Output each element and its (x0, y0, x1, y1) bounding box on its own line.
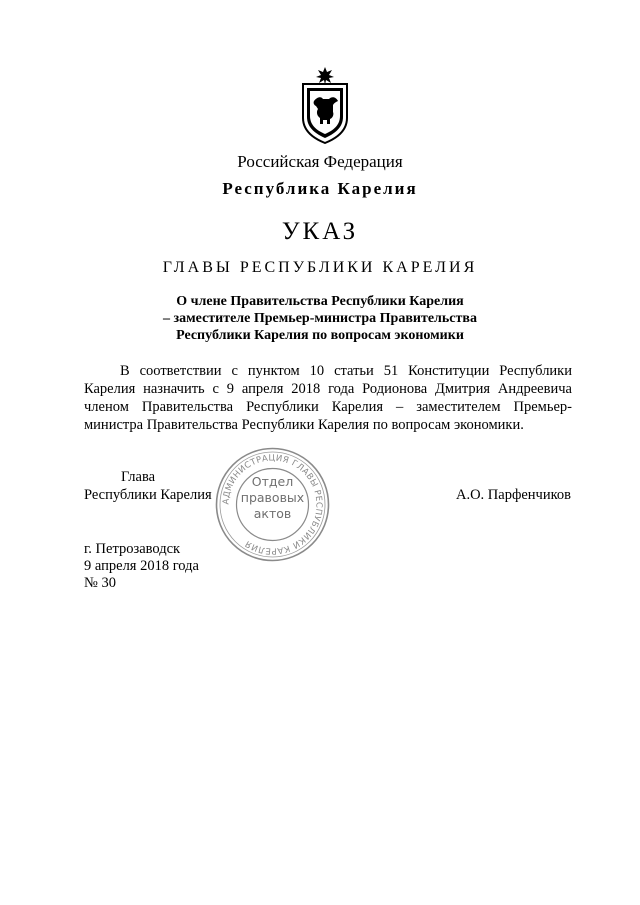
body-word: В (120, 363, 130, 379)
karelia-coat-of-arms-icon (299, 66, 351, 144)
body-word: Правительства (141, 399, 234, 415)
body-word: статьи (334, 363, 374, 379)
body-word: с (212, 381, 219, 397)
stamp-ring-text: АДМИНИСТРАЦИЯ ГЛАВЫ РЕСПУБЛИКИ КАРЕЛИЯ (221, 453, 324, 556)
body-word: 51 (383, 363, 399, 379)
signatory-title: Глава (121, 469, 156, 485)
body-word: Республики (499, 363, 572, 379)
body-word: заместителем (416, 399, 501, 415)
body-word: 9 (226, 381, 234, 397)
stamp (214, 446, 331, 563)
stamp-line: правовых (240, 490, 305, 505)
decree-date: 9 апреля 2018 года (84, 558, 199, 574)
body-word: года (328, 381, 355, 397)
document-type: УКАЗ (281, 218, 359, 245)
body-line (84, 362, 572, 380)
body-word: апреля (241, 381, 284, 397)
stamp-line: актов (253, 506, 292, 521)
republic-name: Республика Карелия (222, 179, 418, 198)
body-word: членом (84, 399, 129, 415)
body-word: назначить (143, 381, 205, 397)
body-word: пунктом (247, 363, 300, 379)
body-word: – (396, 399, 404, 415)
body-word: Андреевича (497, 381, 572, 397)
issuer: ГЛАВЫ РЕСПУБЛИКИ КАРЕЛИЯ (162, 259, 478, 276)
body-word: 2018 (291, 381, 321, 397)
body-word: с (231, 363, 238, 379)
title-line: О члене Правительства Республики Карелия (176, 294, 464, 309)
body-word: Премьер- (513, 399, 572, 415)
body-line (84, 398, 572, 416)
body-word: Республики (246, 399, 319, 415)
body-word: Карелия (331, 399, 384, 415)
stamp-line: Отдел (251, 474, 294, 489)
decree-city: г. Петрозаводск (84, 541, 181, 557)
decree-number: № 30 (84, 575, 116, 591)
body-word: Родионова (362, 381, 428, 397)
country-name: Российская Федерация (237, 152, 403, 171)
body-word: Конституции (408, 363, 490, 379)
body-line: министра Правительства Республики Карелия по вопросам экономики. (84, 417, 524, 433)
body-word: Карелия (84, 381, 136, 397)
body-word: Дмитрия (435, 381, 491, 397)
body-word: 10 (309, 363, 325, 379)
decree-title (0, 293, 640, 344)
decree-details (84, 541, 199, 592)
body-word: соответствии (139, 363, 222, 379)
signatory-name: А.О. Парфенчиков (455, 487, 571, 503)
decree-body (84, 362, 572, 434)
title-line: – заместителе Премьер-министра Правительства (163, 311, 477, 326)
body-line (84, 380, 572, 398)
title-line: Республики Карелия по вопросам экономики (176, 328, 464, 343)
signatory-organization: Республики Карелия (84, 487, 212, 503)
